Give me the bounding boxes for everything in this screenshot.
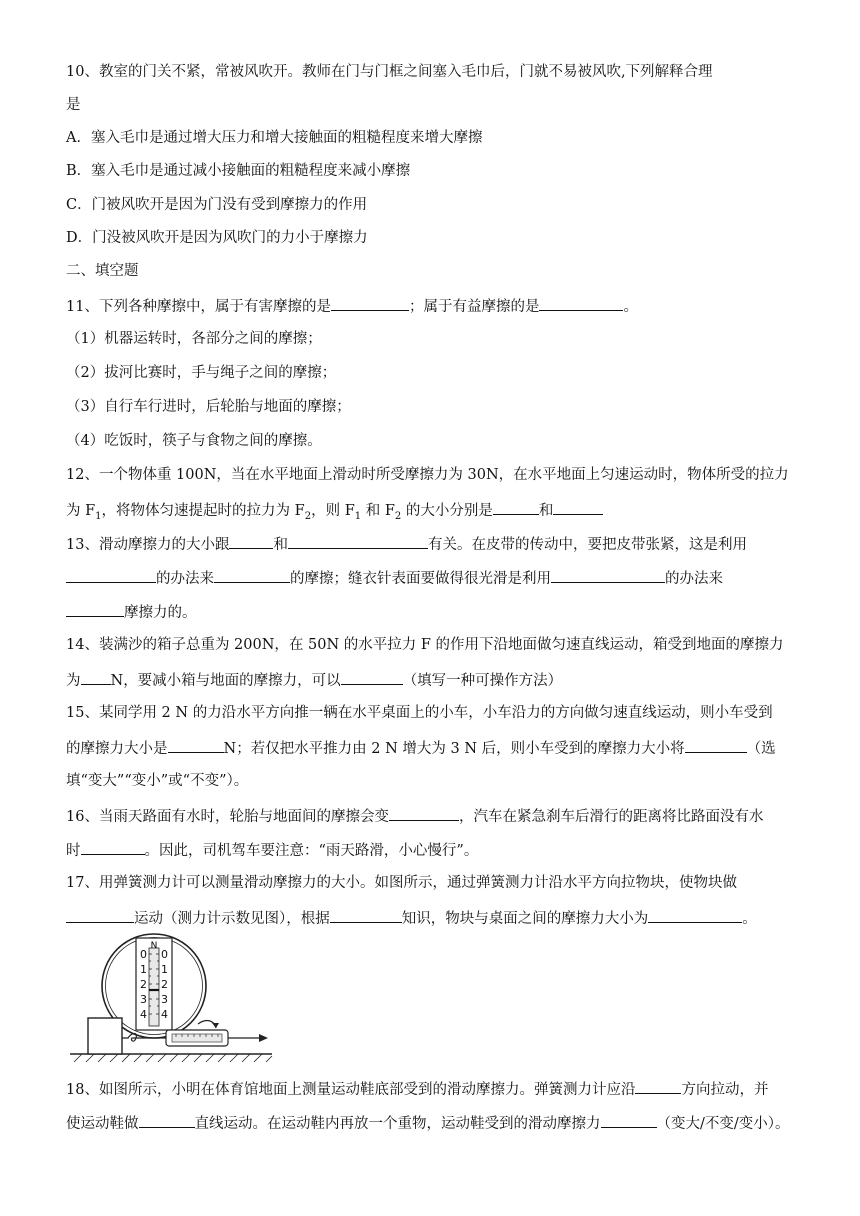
q17-line2 — [66, 907, 757, 929]
q13-text-b: 和 — [273, 537, 288, 553]
q17-blank-3 — [648, 907, 742, 923]
q17-blank-2 — [330, 907, 402, 923]
q12-blank-f1 — [493, 499, 539, 515]
scale-left-labels — [140, 948, 147, 1021]
q11-item-1: （1）机器运转时，各部分之间的摩擦； — [66, 331, 322, 347]
tick-label-left-4: 4 — [140, 1008, 147, 1021]
tick-label-left-0: 0 — [140, 948, 147, 961]
q12-text-d: 和 F — [361, 503, 395, 519]
q15-line1: 15、某同学用 2 N 的力沿水平方向推一辆在水平桌面上的小车，小车沿力的方向做匀速直线运动，则小车受到 — [66, 705, 773, 721]
q10-stem-line1: 10、教室的门关不紧，常被风吹开。教师在门与门框之间塞入毛巾后，门就不易被风吹,下列解释合理 — [66, 64, 713, 80]
spring-scale-window — [172, 1034, 222, 1042]
q13-blank-6 — [66, 601, 124, 617]
q12-text-c: ，则 F — [311, 503, 355, 519]
q12-blank-f2 — [553, 499, 603, 515]
q13-text-a: 13、滑动摩擦力的大小跟 — [66, 537, 230, 553]
q12-sub-1: 1 — [95, 510, 102, 522]
q13-blank-2 — [288, 533, 428, 549]
q15-text-a: 的摩擦力大小是 — [66, 741, 168, 757]
spring-scale-figure — [66, 932, 276, 1064]
q13-line2 — [66, 567, 723, 589]
q11-blank-useful — [539, 295, 623, 311]
q15-blank-1 — [168, 737, 224, 753]
q16-blank-2 — [81, 839, 145, 855]
q16-text-b: ，汽车在紧急刹车后滑行的距离将比路面没有水 — [458, 809, 764, 825]
q18-text-e: （变大/不变/变小）。 — [656, 1116, 790, 1132]
q16-line1 — [66, 805, 763, 827]
tick-label-right-0: 0 — [161, 948, 168, 961]
q16-line2 — [66, 839, 478, 861]
q18-blank-3 — [601, 1112, 657, 1128]
tick-label-left-1: 1 — [140, 963, 147, 976]
q15-text-c: （选 — [746, 741, 776, 757]
tick-label-left-2: 2 — [140, 978, 147, 991]
q16-blank-1 — [389, 805, 459, 821]
q12-text-a: 为 F — [66, 503, 96, 519]
q18-blank-1 — [635, 1078, 681, 1094]
q18-line2 — [66, 1112, 790, 1134]
q13-text-e: 的摩擦；缝衣针表面要做得很光滑是利用 — [290, 571, 551, 587]
q11-item-2: （2）拔河比赛时，手与绳子之间的摩擦； — [66, 365, 337, 381]
q14-text-c: （填写一种可操作方法） — [402, 673, 563, 689]
pull-arrow-icon — [259, 1034, 268, 1042]
q12-line2 — [66, 499, 603, 527]
q11-item-4: （4）吃饭时，筷子与食物之间的摩擦。 — [66, 433, 322, 449]
q17-text-b: 知识，物块与桌面之间的摩擦力大小为 — [401, 911, 649, 927]
q14-line2 — [66, 669, 562, 691]
q13-blank-4 — [214, 567, 290, 583]
q11-stem — [66, 295, 638, 317]
q11-text-1: 11、下列各种摩擦中，属于有害摩擦的是 — [66, 299, 331, 315]
q11-item-3: （3）自行车行进时，后轮胎与地面的摩擦； — [66, 399, 351, 415]
tick-label-right-1: 1 — [161, 963, 168, 976]
tick-label-right-3: 3 — [161, 993, 168, 1006]
q13-text-d: 的办法来 — [156, 571, 214, 587]
q12-text-b: ，将物体匀速提起时的拉力为 F — [101, 503, 305, 519]
tick-label-left-3: 3 — [140, 993, 147, 1006]
q11-blank-harmful — [331, 295, 409, 311]
q12-text-f: 和 — [538, 503, 554, 519]
q10-option-b: B．塞入毛巾是通过减小接触面的粗糙程度来减小摩擦 — [66, 163, 411, 179]
q13-blank-3 — [66, 567, 156, 583]
q11-text-2: ；属于有益摩擦的是 — [408, 299, 540, 315]
q15-text-b: N；若仅把水平推力由 2 N 增大为 3 N 后，则小车受到的摩擦力大小将 — [223, 741, 685, 757]
q18-text-c: 使运动鞋做 — [66, 1116, 139, 1132]
q12-line1: 12、一个物体重 100N，当在水平地面上滑动时所受摩擦力为 30N，在水平地面上匀速运动时，物体所受的拉力 — [66, 467, 789, 483]
q12-sub-2b: 2 — [394, 510, 402, 522]
tick-label-right-4: 4 — [161, 1008, 168, 1021]
q14-line1: 14、装满沙的箱子总重为 200N，在 50N 的水平拉力 F 的作用下沿地面做匀速直线运动，箱受到地面的摩擦力 — [66, 637, 784, 653]
q17-text-a: 运动（测力计示数见图），根据 — [134, 911, 330, 927]
table-hatching — [74, 1054, 272, 1062]
q14-text-a: 为 — [66, 673, 81, 689]
q12-text-e: 的大小分别是 — [401, 503, 493, 519]
q15-line3: 填“变大”“变小”或“不变”）。 — [66, 773, 249, 789]
q13-text-f: 的办法来 — [665, 571, 723, 587]
q18-text-d: 直线运动。在运动鞋内再放一个重物，运动鞋受到的滑动摩擦力 — [194, 1116, 601, 1132]
section-title: 二、填空题 — [66, 263, 139, 279]
scale-unit-label: N — [150, 941, 158, 951]
q10-option-c: C．门被风吹开是因为门没有受到摩擦力的作用 — [66, 197, 368, 213]
q14-blank-2 — [341, 669, 403, 685]
q17-line1: 17、用弹簧测力计可以测量滑动摩擦力的大小。如图所示，通过弹簧测力计沿水平方向拉物块，使物块做 — [66, 875, 737, 891]
q18-text-a: 18、如图所示，小明在体育馆地面上测量运动鞋底部受到的滑动摩擦力。弹簧测力计应沿 — [66, 1082, 636, 1098]
q18-text-b: 方向拉动，并 — [681, 1082, 769, 1098]
q11-text-3: 。 — [623, 299, 638, 315]
q16-text-a: 16、当雨天路面有水时，轮胎与地面间的摩擦会变 — [66, 809, 389, 825]
q14-blank-1 — [81, 669, 111, 685]
q18-line1 — [66, 1078, 768, 1100]
block — [88, 1018, 122, 1054]
q17-text-c: 。 — [742, 911, 757, 927]
q13-text-g: 摩擦力的。 — [124, 605, 197, 621]
q10-option-d: D．门没被风吹开是因为风吹门的力小于摩擦力 — [66, 230, 368, 246]
q13-text-c: 有关。在皮带的传动中，要把皮带张紧，这是利用 — [427, 537, 747, 553]
q13-blank-5 — [551, 567, 665, 583]
connector-arrow — [212, 1023, 219, 1028]
q18-blank-2 — [139, 1112, 195, 1128]
q16-text-d: 。因此，司机驾车要注意：“雨天路滑，小心慢行”。 — [144, 843, 479, 859]
q14-text-b: N，要减小箱与地面的摩擦力，可以 — [110, 673, 341, 689]
q17-blank-1 — [66, 907, 134, 923]
q16-text-c: 时 — [66, 843, 81, 859]
tick-label-right-2: 2 — [161, 978, 168, 991]
q12-sub-1b: 1 — [354, 510, 362, 522]
q12-sub-2: 2 — [304, 510, 312, 522]
q10-option-a: A．塞入毛巾是通过增大压力和增大接触面的粗糙程度来增大摩擦 — [66, 130, 483, 146]
q13-line3 — [66, 601, 197, 623]
scale-right-labels — [161, 948, 168, 1021]
q15-blank-2 — [685, 737, 747, 753]
q13-line1 — [66, 533, 747, 555]
q10-stem-line2: 是 — [66, 97, 81, 113]
q15-line2 — [66, 737, 776, 759]
q13-blank-1 — [229, 533, 273, 549]
